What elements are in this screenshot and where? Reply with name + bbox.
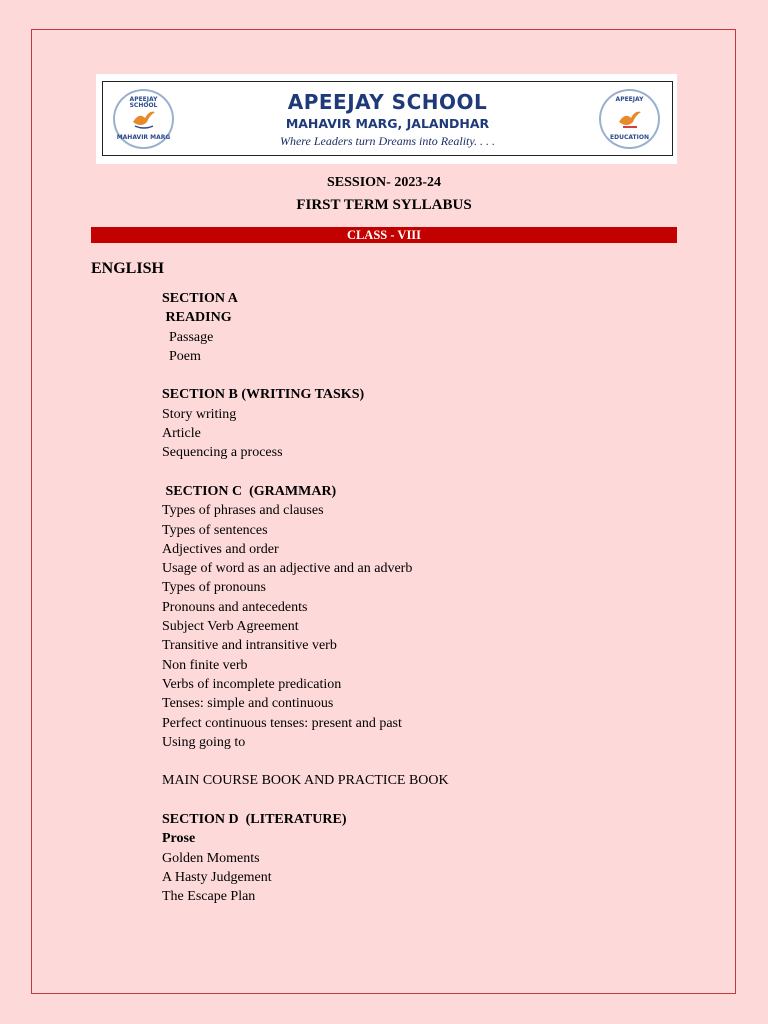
school-letterhead [96, 74, 677, 164]
syllabus-heading: Prose [162, 831, 196, 847]
syllabus-item: Adjectives and order [162, 541, 279, 557]
syllabus-heading: READING [162, 310, 232, 326]
syllabus-item: Sequencing a process [162, 445, 283, 461]
blank-line [162, 463, 682, 482]
syllabus-item: Article [162, 426, 201, 442]
syllabus-item: Tenses: simple and continuous [162, 696, 334, 712]
bird-emblem-icon [617, 108, 643, 130]
syllabus-item: Story writing [162, 406, 237, 422]
logo-right-top-text: APEEJAY [615, 96, 644, 103]
syllabus-item: The Escape Plan [162, 889, 256, 905]
syllabus-item: Poem [162, 348, 201, 364]
session-heading: SESSION- 2023-24 [327, 175, 441, 190]
syllabus-item: Verbs of incomplete predication [162, 676, 342, 692]
syllabus-heading: SECTION D (LITERATURE) [162, 812, 347, 828]
blank-line [162, 752, 682, 771]
syllabus-item: Pronouns and antecedents [162, 599, 308, 615]
term-heading: FIRST TERM SYLLABUS [296, 197, 472, 213]
syllabus-item: Types of phrases and clauses [162, 503, 324, 519]
blank-line [162, 366, 682, 385]
syllabus-list [162, 289, 682, 907]
school-name: APEEJAY SCHOOL [287, 90, 488, 114]
logo-left-bottom-text: MAHAVIR MARG [116, 134, 171, 141]
subject-heading: ENGLISH [91, 260, 164, 277]
syllabus-item: Golden Moments [162, 850, 260, 866]
school-address: MAHAVIR MARG, JALANDHAR [285, 116, 490, 131]
syllabus-item: Non finite verb [162, 657, 248, 673]
letterhead-box [102, 81, 673, 156]
syllabus-item: Types of pronouns [162, 580, 267, 596]
syllabus-heading: SECTION C (GRAMMAR) [162, 483, 337, 499]
syllabus-item: Types of sentences [162, 522, 268, 538]
syllabus-heading: SECTION A [162, 291, 238, 306]
blank-line [162, 791, 682, 810]
syllabus-item: Transitive and intransitive verb [162, 638, 337, 654]
syllabus-item: Using going to [162, 734, 246, 750]
syllabus-item: Usage of word as an adjective and an adverb [162, 561, 413, 577]
school-logo-right [599, 89, 660, 149]
syllabus-item: Passage [162, 329, 214, 345]
school-tagline: Where Leaders turn Dreams into Reality. . . . [279, 134, 496, 148]
logo-left-top-text: APEEJAY SCHOOL [129, 96, 158, 109]
syllabus-item: MAIN COURSE BOOK AND PRACTICE BOOK [162, 773, 449, 789]
syllabus-item: Subject Verb Agreement [162, 619, 299, 635]
syllabus-item: Perfect continuous tenses: present and past [162, 715, 402, 731]
class-banner: CLASS - VIII [91, 227, 677, 243]
syllabus-heading: SECTION B (WRITING TASKS) [162, 387, 365, 403]
syllabus-item: A Hasty Judgement [162, 869, 272, 885]
logo-right-bottom-text: EDUCATION [610, 134, 649, 141]
